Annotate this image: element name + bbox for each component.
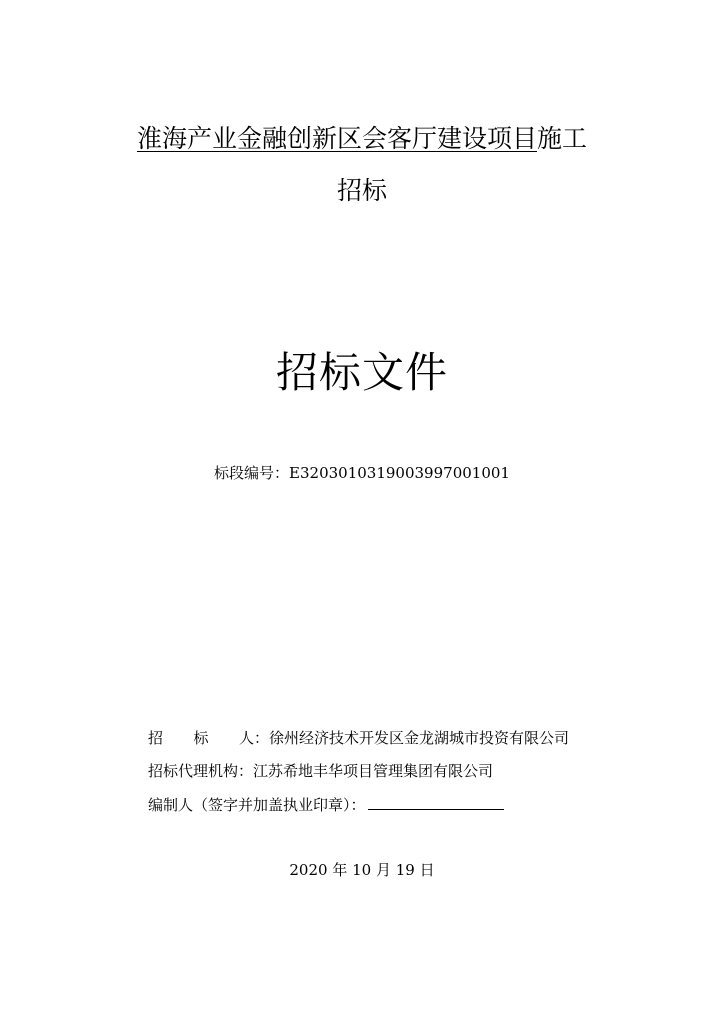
document-date: 2020 年 10 月 19 日 [289,861,435,879]
project-title-suffix: 施工 [537,124,588,153]
tenderer-label-char: 人 [238,729,254,747]
tenderer-label-char: 招 [148,729,164,747]
section-number-label: 标段编号： [214,464,290,482]
tenderer-label-char: 标 [193,729,209,747]
section-number-value: E3203010319003997001001 [289,464,510,482]
project-name-underlined: 淮海产业金融创新区会客厅建设项目 [136,124,537,153]
tenderer-value: 徐州经济技术开发区金龙湖城市投资有限公司 [269,729,570,747]
project-title-line2: 招标 [336,176,387,205]
agency-value: 江苏希地丰华项目管理集团有限公司 [253,762,494,780]
agency-label: 招标代理机构： [148,762,254,780]
project-title-line1 [0,122,724,156]
tenderer-row [148,727,628,749]
signature-line [368,793,504,810]
compiler-row [148,793,628,815]
tenderer-label [148,727,254,749]
issuer-info-block [148,727,628,826]
section-number [0,462,724,484]
agency-row [148,760,628,782]
tenderer-colon: ： [254,729,270,747]
compiler-label: 编制人（签字并加盖执业印章）： [148,796,366,814]
document-type-heading: 招标文件 [275,348,448,397]
